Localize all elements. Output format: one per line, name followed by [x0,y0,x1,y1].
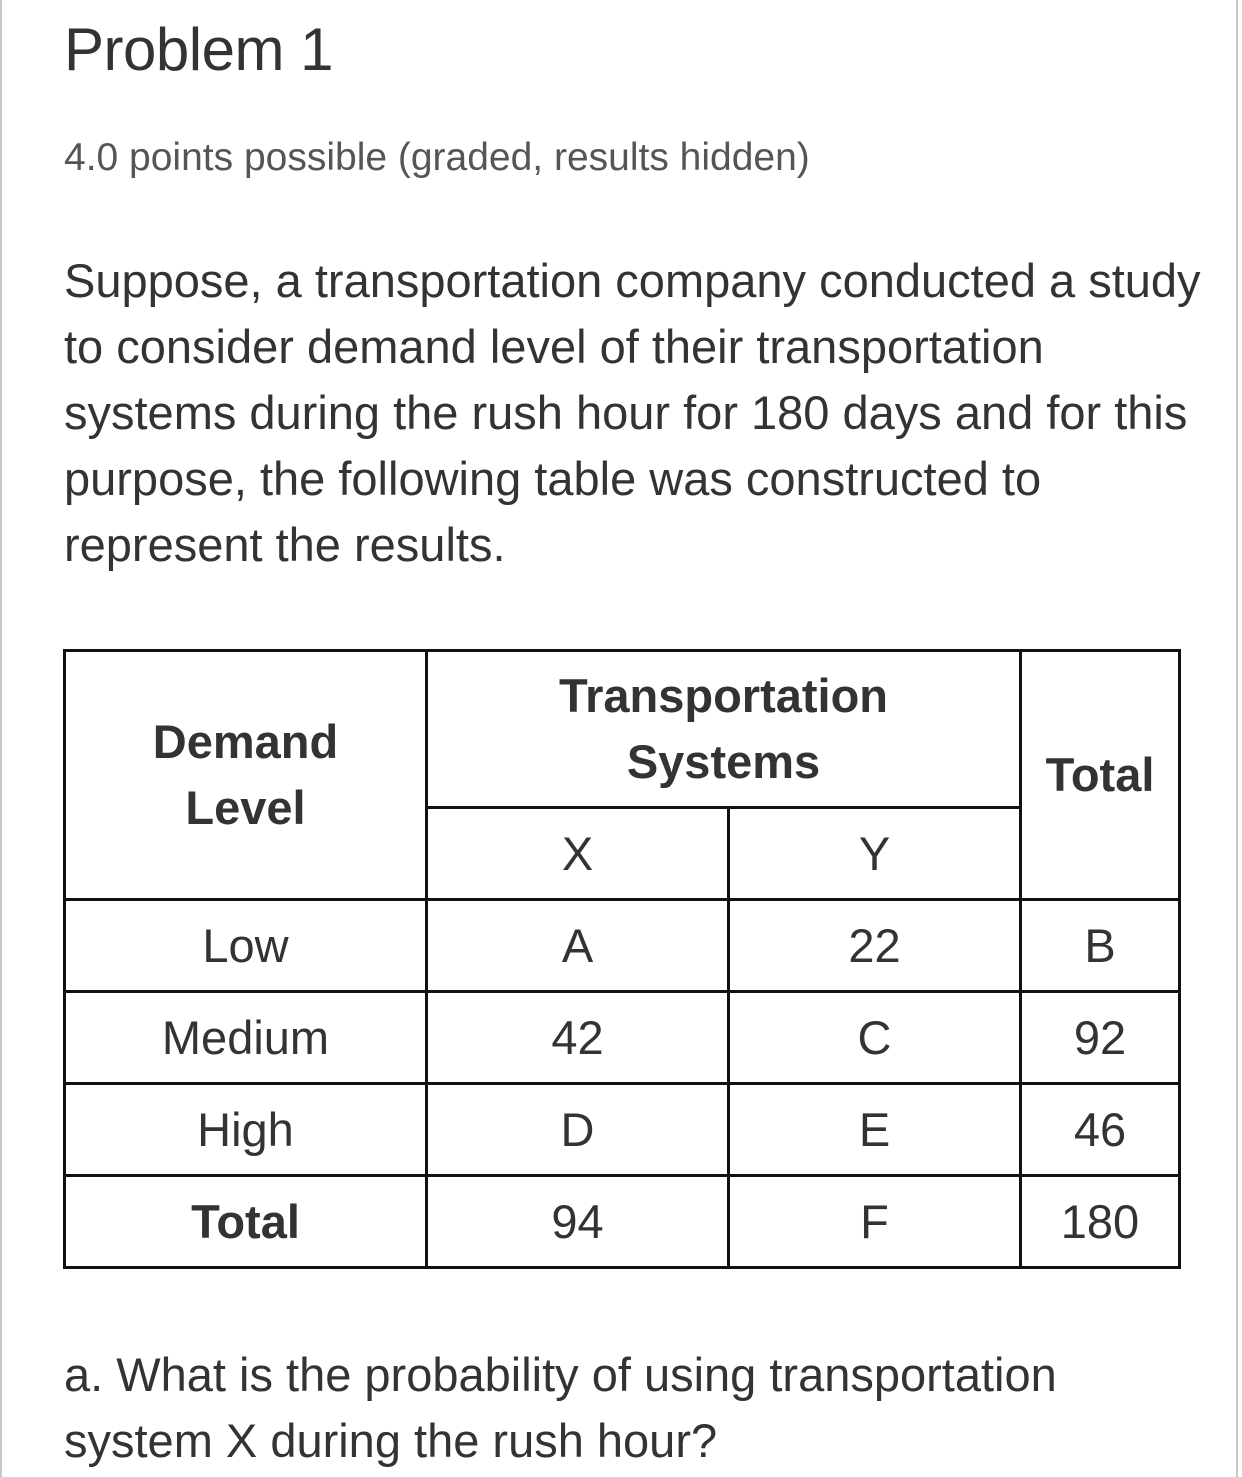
table-row [65,992,1180,1084]
cell-low-total: B [1021,900,1180,992]
cell-total-y: F [729,1176,1021,1268]
header-col-y: Y [729,808,1021,900]
cell-low-y: 22 [729,900,1021,992]
table-row [65,1176,1180,1268]
cell-high-y: E [729,1084,1021,1176]
cell-medium-x: 42 [427,992,729,1084]
header-col-x: X [427,808,729,900]
cell-medium-total: 92 [1021,992,1180,1084]
contingency-table [63,649,1181,1269]
cell-total-total: 180 [1021,1176,1180,1268]
row-label-low: Low [65,900,427,992]
question-a: a. What is the probability of using transportation system X during the rush hour? [64,1348,1057,1467]
cell-medium-y: C [729,992,1021,1084]
cell-total-x: 94 [427,1176,729,1268]
points-status: 4.0 points possible (graded, results hidden) [64,136,810,179]
header-total: Total [1021,651,1180,900]
cell-high-x: D [427,1084,729,1176]
cell-low-x: A [427,900,729,992]
row-label-medium: Medium [65,992,427,1084]
cell-high-total: 46 [1021,1084,1180,1176]
problem-title: Problem 1 [64,16,333,83]
header-transportation-systems: Transportation Systems [427,651,1021,808]
header-demand-level: Demand Level [65,651,427,900]
row-label-total: Total [65,1176,427,1268]
table-row [65,900,1180,992]
problem-description: Suppose, a transportation company conducted a study to consider demand level of their transportation systems during the rush hour for 180 days and for this purpose, the following table was constructed to represent the results. [64,254,1201,571]
table-row [65,1084,1180,1176]
row-label-high: High [65,1084,427,1176]
